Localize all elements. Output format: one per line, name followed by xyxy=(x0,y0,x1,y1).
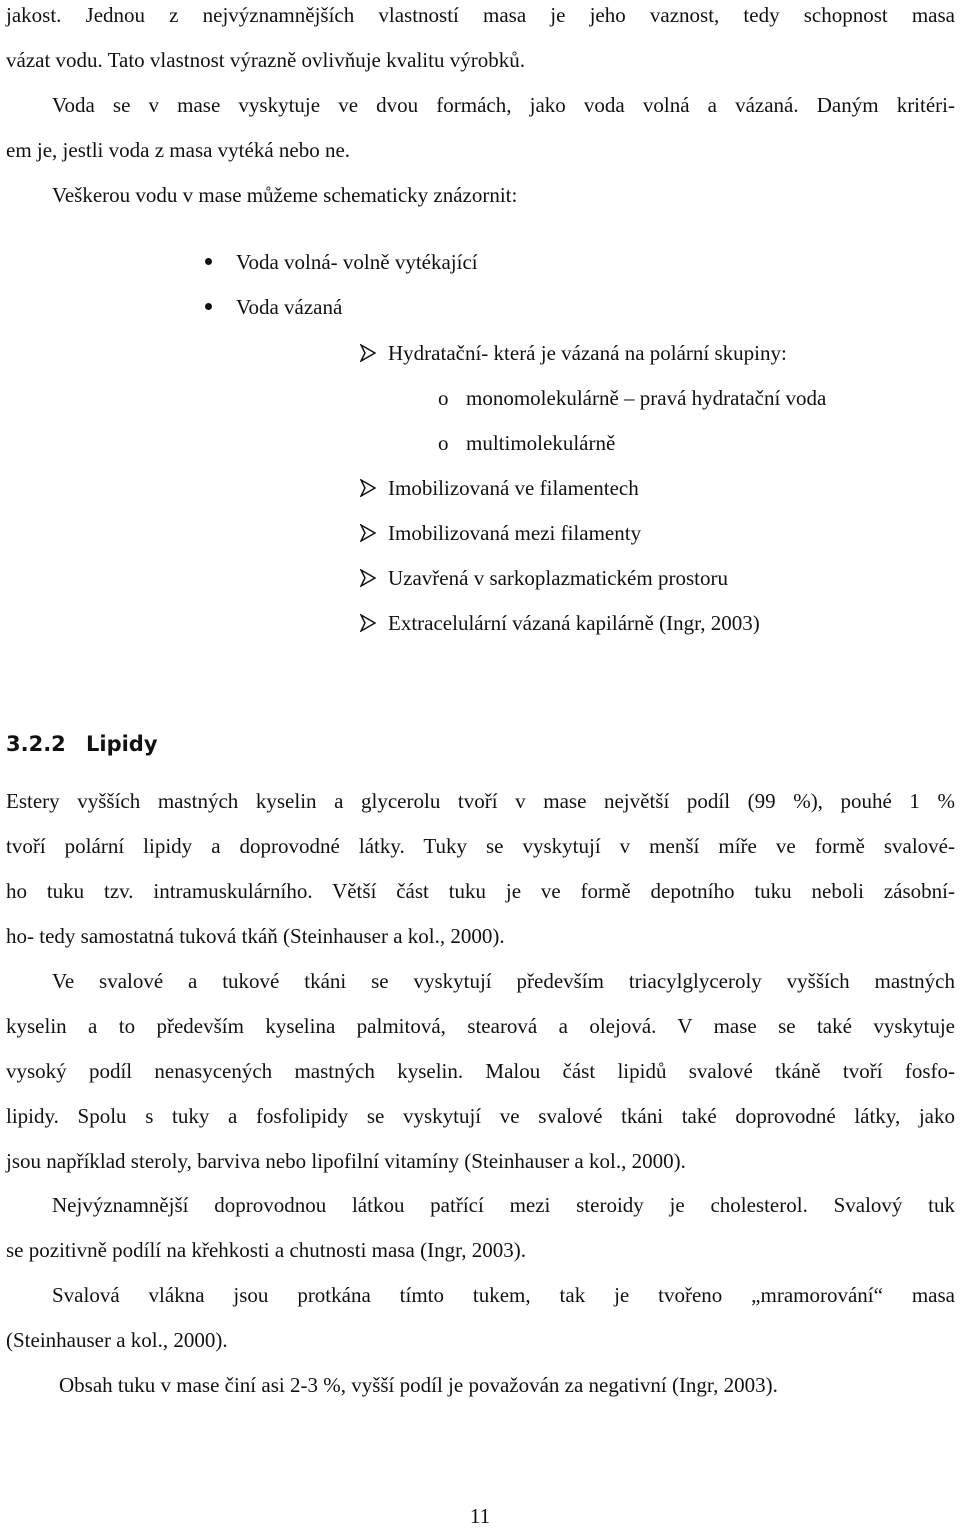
text-line: Estery vyšších mastných kyselin a glycerolu tvoří v mase největší podíl (99 %), pouhé 1 % xyxy=(6,789,955,813)
text-line: vázat vodu. Tato vlastnost výrazně ovlivňuje kvalitu výrobků. xyxy=(6,48,525,72)
section-number: 3.2.2 xyxy=(6,732,66,756)
text-line: tvoří polární lipidy a doprovodné látky. Tuky se vyskytují v menší míře ve formě svalové- xyxy=(6,834,955,858)
list-item: Voda volná- volně vytékající xyxy=(236,250,478,274)
text-line: lipidy. Spolu s tuky a fosfolipidy se vyskytují ve svalové tkáni také doprovodné látky, jako xyxy=(6,1104,955,1128)
text-line: jsou například steroly, barviva nebo lipofilní vitamíny (Steinhauser a kol., 2000). xyxy=(6,1149,686,1173)
bullet-icon xyxy=(205,303,212,310)
page-number: 11 xyxy=(469,1504,491,1528)
list-item: Extracelulární vázaná kapilárně (Ingr, 2003) xyxy=(388,611,760,635)
text-line: ho- tedy samostatná tuková tkáň (Steinhauser a kol., 2000). xyxy=(6,924,505,948)
text-line: vysoký podíl nenasycených mastných kyselin. Malou část lipidů svalové tkáně tvoří fosfo- xyxy=(6,1059,955,1083)
list-item: Imobilizovaná mezi filamenty xyxy=(388,521,642,545)
text-line: Nejvýznamnější doprovodnou látkou patřící mezi steroidy je cholesterol. Svalový tuk xyxy=(52,1193,955,1217)
list-item: monomolekulárně – pravá hydratační voda xyxy=(466,386,827,410)
section-title: Lipidy xyxy=(86,732,158,756)
text-line: Veškerou vodu v mase můžeme schematicky znázornit: xyxy=(52,183,518,207)
arrowhead-icon xyxy=(360,524,376,542)
circle-marker-icon: o xyxy=(438,431,449,455)
text-line: jakost. Jednou z nejvýznamnějších vlastností masa je jeho vaznost, tedy schopnost masa xyxy=(6,3,955,27)
arrowhead-icon xyxy=(360,614,376,632)
text-line: se pozitivně podílí na křehkosti a chutnosti masa (Ingr, 2003). xyxy=(6,1238,526,1262)
list-item: Voda vázaná xyxy=(236,295,343,319)
arrowhead-icon xyxy=(360,344,376,362)
circle-marker-icon: o xyxy=(438,386,449,410)
list-item: Hydratační- která je vázaná na polární skupiny: xyxy=(388,341,787,365)
text-line: em je, jestli voda z masa vytéká nebo ne. xyxy=(6,138,351,162)
arrowhead-icon xyxy=(360,569,376,587)
text-line: kyselin a to především kyselina palmitová, stearová a olejová. V mase se také vyskytuje xyxy=(6,1014,955,1038)
text-line: ho tuku tzv. intramuskulárního. Větší část tuku je ve formě depotního tuku neboli zásobní- xyxy=(6,879,955,903)
text-line: Svalová vlákna jsou protkána tímto tukem, tak je tvořeno „mramorování“ masa xyxy=(52,1283,955,1307)
text-line: Voda se v mase vyskytuje ve dvou formách, jako voda volná a vázaná. Daným kritéri- xyxy=(52,93,955,117)
list-item: multimolekulárně xyxy=(466,431,616,455)
text-line: (Steinhauser a kol., 2000). xyxy=(6,1328,228,1352)
bullet-icon xyxy=(205,258,212,265)
text-line: Ve svalové a tukové tkáni se vyskytují především triacylglyceroly vyšších mastných xyxy=(52,969,955,993)
list-item: Imobilizovaná ve filamentech xyxy=(388,476,639,500)
arrowhead-icon xyxy=(360,479,376,497)
list-item: Uzavřená v sarkoplazmatickém prostoru xyxy=(388,566,728,590)
text-line: Obsah tuku v mase činí asi 2-3 %, vyšší podíl je považován za negativní (Ingr, 2003). xyxy=(59,1373,778,1397)
